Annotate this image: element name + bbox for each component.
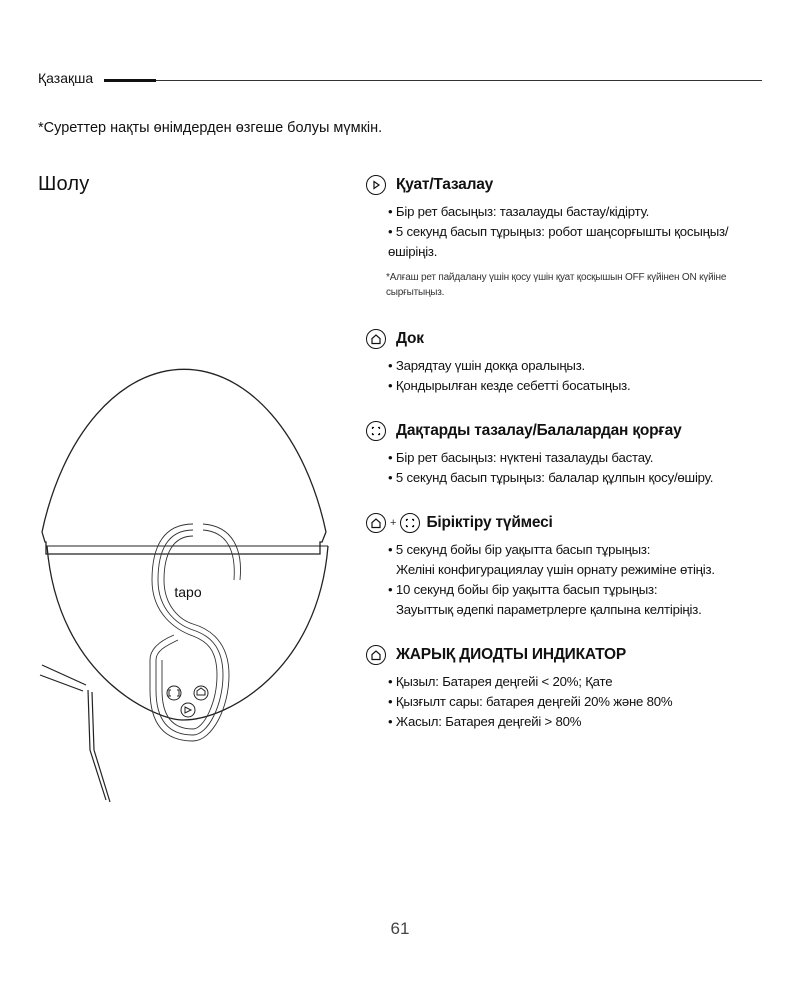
feature-led-indicator <box>366 642 766 732</box>
plus-sign: + <box>390 517 397 529</box>
feature-title: ЖАРЫҚ ДИОДТЫ ИНДИКАТОР <box>396 646 626 663</box>
list-item: • Қызыл: Батарея деңгейі < 20%; Қате <box>388 674 613 689</box>
list-item-sub: Зауыттық әдепкі параметрлерге қалпына келтіріңіз. <box>396 602 702 617</box>
power-button-icon <box>181 703 195 717</box>
language-label: Қазақша <box>38 70 94 86</box>
list-item: • 5 секунд басып тұрыңыз: робот шаңсорғышты қосыңыз/ өшіріңіз. <box>388 224 729 259</box>
play-icon <box>366 175 386 195</box>
feature-title: Док <box>396 330 424 347</box>
home-icon <box>366 329 386 349</box>
feature-dock <box>366 326 766 396</box>
list-item: • 5 секунд басып тұрыңыз: балалар құлпын қосу/өшіру. <box>388 470 714 485</box>
list-item: • Жасыл: Батарея деңгейі > 80% <box>388 714 582 729</box>
robot-top-shell <box>42 369 326 532</box>
header-rule-accent <box>104 79 156 82</box>
spot-clean-icon <box>400 513 420 533</box>
disclaimer: *Суреттер нақты өнімдерден өзгеше болуы мүмкін. <box>38 120 383 136</box>
feature-title: Қуат/Тазалау <box>396 176 494 193</box>
list-item: • Қондырылған кезде себетті босатыңыз. <box>388 378 631 393</box>
page-number: 61 <box>390 919 410 938</box>
home-icon <box>366 645 386 665</box>
list-item: • Бір рет басыңыз: нүктені тазалауды бастау. <box>388 450 654 465</box>
feature-spot-clean <box>366 418 766 488</box>
features-list <box>366 172 766 732</box>
feature-note: *Алғаш рет пайдалану үшін қосу үшін қуат қосқышын OFF күйінен ON күйіне сырғытыңыз. <box>386 272 727 298</box>
spot-clean-icon <box>366 421 386 441</box>
home-icon <box>366 513 386 533</box>
list-item: • Бір рет басыңыз: тазалауды бастау/кідірту. <box>388 204 650 219</box>
list-item <box>388 540 766 580</box>
feature-combo-button <box>366 510 766 620</box>
list-item <box>388 580 766 620</box>
robot-bumper <box>42 532 326 554</box>
list-item-sub: Желіні конфигурациялау үшін орнату режиміне өтіңіз. <box>396 562 715 577</box>
list-item-main: • 10 секунд бойы бір уақытта басып тұрыңыз: <box>388 582 658 597</box>
robot-bottom-shell <box>47 546 328 720</box>
feature-title: Дақтарды тазалау/Балалардан қорғау <box>396 422 682 439</box>
robot-brand-logo: tapo <box>174 584 202 600</box>
feature-title: Біріктіру түймесі <box>426 514 553 531</box>
robot-vacuum-illustration <box>28 280 338 820</box>
header-rule <box>156 80 762 81</box>
list-item: • Зарядтау үшін докқа оралыңыз. <box>388 358 586 373</box>
feature-power-clean <box>366 172 766 300</box>
list-item: • Қызғылт сары: батарея деңгейі 20% және 80% <box>388 694 673 709</box>
robot-buttons <box>167 686 208 717</box>
list-item-main: • 5 секунд бойы бір уақытта басып тұрыңыз: <box>388 542 651 557</box>
side-brush-icon <box>40 665 110 802</box>
section-title: Шолу <box>38 173 90 195</box>
